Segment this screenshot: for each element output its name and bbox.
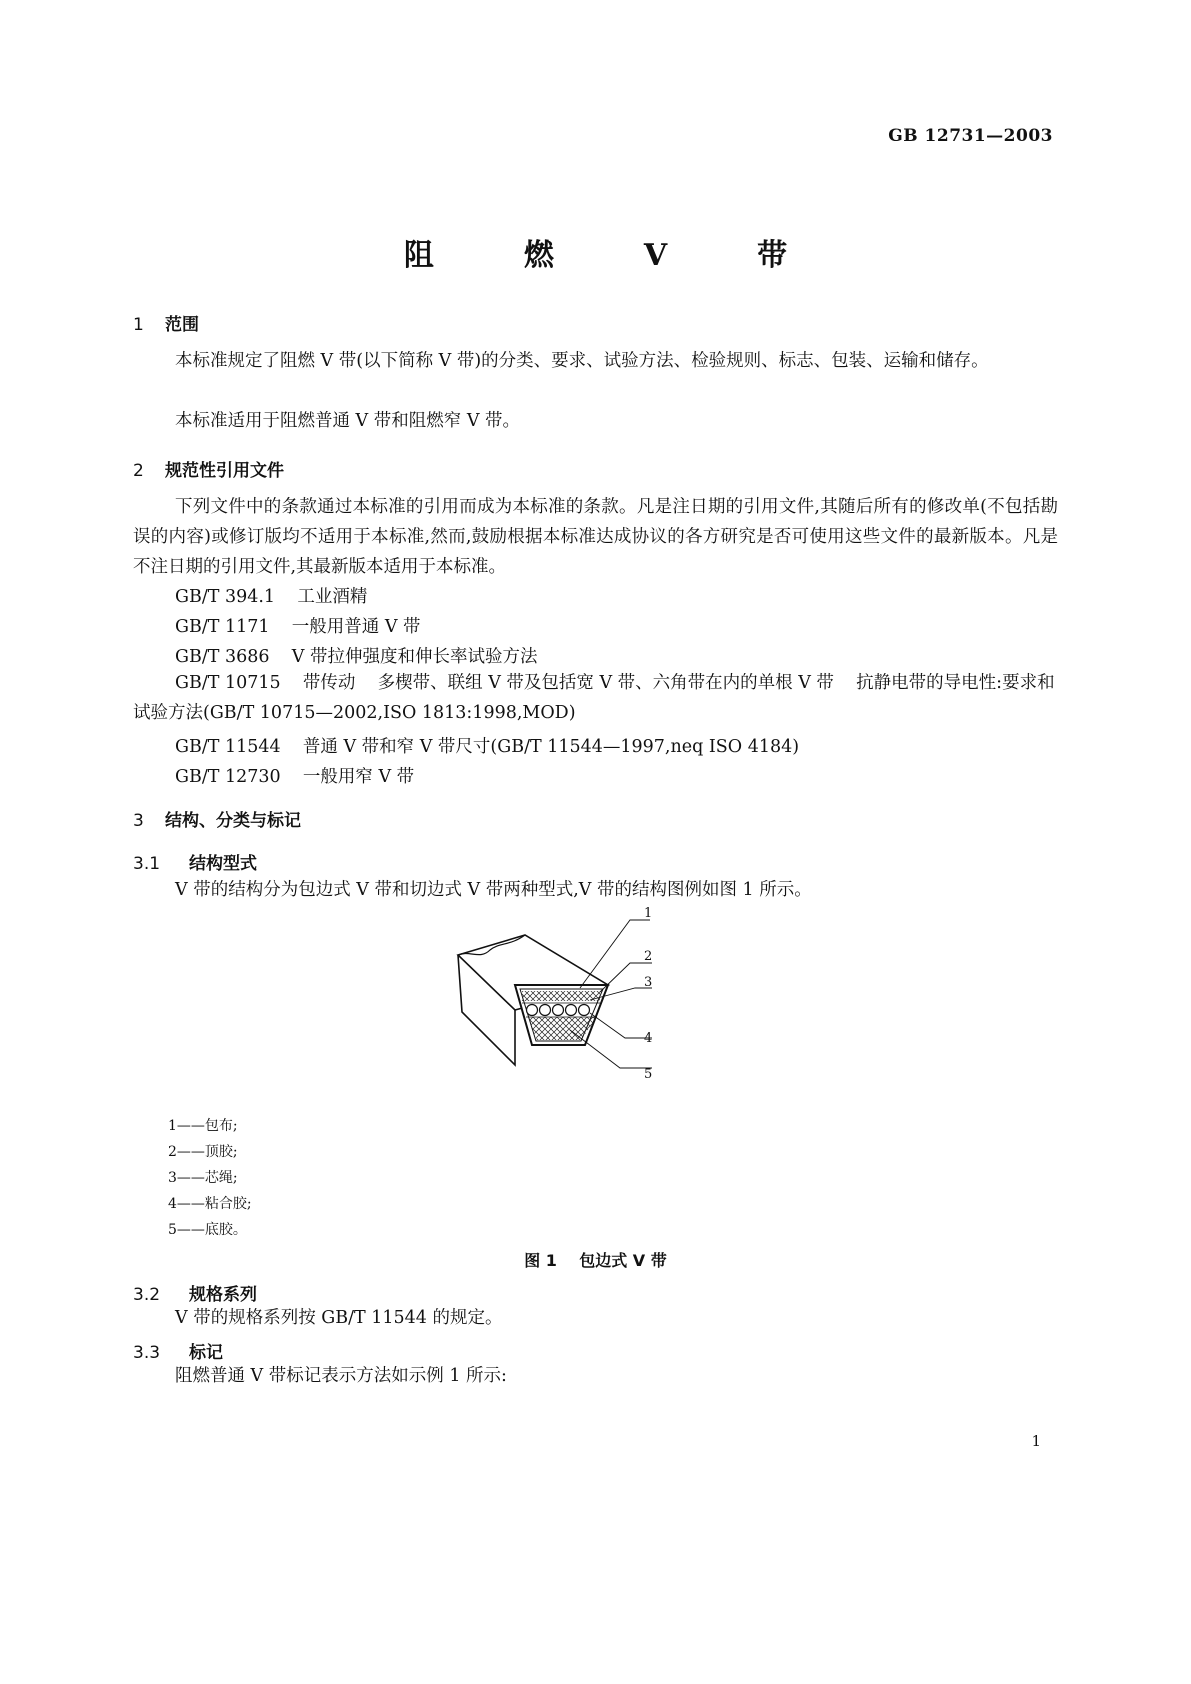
section-2-number: 2 <box>133 461 144 481</box>
section-3-2-paragraph: V 带的规格系列按 GB/T 11544 的规定。 <box>175 1308 503 1328</box>
section-1-number: 1 <box>133 315 144 335</box>
standard-number: GB 12731—2003 <box>888 126 1053 146</box>
legend-item-2: 2——顶胶; <box>168 1144 238 1160</box>
legend-item-1: 1——包布; <box>168 1118 238 1134</box>
section-1-paragraph-1: 本标准规定了阻燃 V 带(以下简称 V 带)的分类、要求、试验方法、检验规则、标志、包装、运输和储存。 <box>175 351 989 371</box>
section-3-3-heading <box>133 1338 223 1363</box>
section-3-1-heading <box>133 849 257 874</box>
cord <box>527 1005 538 1016</box>
cord <box>553 1005 564 1016</box>
callout-label-5: 5 <box>644 1067 653 1082</box>
cord <box>540 1005 551 1016</box>
section-3-1-paragraph: V 带的结构分为包边式 V 带和切边式 V 带两种型式,V 带的结构图例如图 1 所示。 <box>175 880 812 900</box>
section-3-1-number: 3.1 <box>133 854 161 874</box>
legend-item-3: 3——芯绳; <box>168 1170 238 1186</box>
callout-leader-4 <box>590 1013 652 1038</box>
document-title: 阻燃V带 <box>403 238 878 273</box>
section-1-title: 范围 <box>165 315 199 335</box>
v-belt-cross-section-figure <box>440 900 680 1090</box>
cord <box>579 1005 590 1016</box>
section-1-heading <box>133 310 199 335</box>
reference-item: GB/T 3686 V 带拉伸强度和伸长率试验方法 <box>175 647 538 667</box>
cord <box>566 1005 577 1016</box>
top-rubber <box>522 991 600 1001</box>
legend-item-4: 4——粘合胶; <box>168 1196 252 1212</box>
section-3-number: 3 <box>133 811 144 831</box>
callout-label-4: 4 <box>644 1031 653 1046</box>
section-2-heading <box>133 456 284 481</box>
reference-item: GB/T 394.1 工业酒精 <box>175 587 368 607</box>
section-3-2-title: 规格系列 <box>189 1285 257 1305</box>
section-2-paragraph-1: 下列文件中的条款通过本标准的引用而成为本标准的条款。凡是注日期的引用文件,其随后所有的修改单(不包括勘误的内容)或修订版均不适用于本标准,然而,鼓励根据本标准达成协议的各方研究是否可使用这些文件的最新版本。凡是不注日期的引用文件,其最新版本适用于本标准。 <box>133 497 1058 577</box>
callout-label-2: 2 <box>644 949 653 964</box>
reference-item: GB/T 12730 一般用窄 V 带 <box>175 767 415 787</box>
cord-row <box>527 1005 590 1016</box>
callout-label-3: 3 <box>644 975 653 990</box>
section-3-3-title: 标记 <box>189 1343 223 1363</box>
reference-item: GB/T 11544 普通 V 带和窄 V 带尺寸(GB/T 11544—1997,neq ISO 4184) <box>175 737 800 757</box>
section-3-3-number: 3.3 <box>133 1343 161 1363</box>
page-number: 1 <box>1031 1432 1041 1450</box>
reference-item: GB/T 1171 一般用普通 V 带 <box>175 617 421 637</box>
figure-caption: 图 1 包边式 V 带 <box>524 1251 667 1270</box>
section-3-title: 结构、分类与标记 <box>165 811 301 831</box>
section-3-2-heading <box>133 1280 257 1305</box>
section-3-3-paragraph: 阻燃普通 V 带标记表示方法如示例 1 所示: <box>175 1366 507 1386</box>
section-1-paragraph-2: 本标准适用于阻燃普通 V 带和阻燃窄 V 带。 <box>175 411 521 431</box>
section-3-2-number: 3.2 <box>133 1285 161 1305</box>
section-2-title: 规范性引用文件 <box>165 461 284 481</box>
callout-label-1: 1 <box>644 906 653 921</box>
section-3-heading <box>133 806 301 831</box>
section-3-1-title: 结构型式 <box>189 854 257 874</box>
reference-item: GB/T 10715 带传动 多楔带、联组 V 带及包括宽 V 带、六角带在内的单根 V 带 抗静电带的导电性:要求和试验方法(GB/T 10715—2002,ISO 1813:1998,MOD) <box>133 673 1055 723</box>
legend-item-5: 5——底胶。 <box>168 1222 247 1238</box>
